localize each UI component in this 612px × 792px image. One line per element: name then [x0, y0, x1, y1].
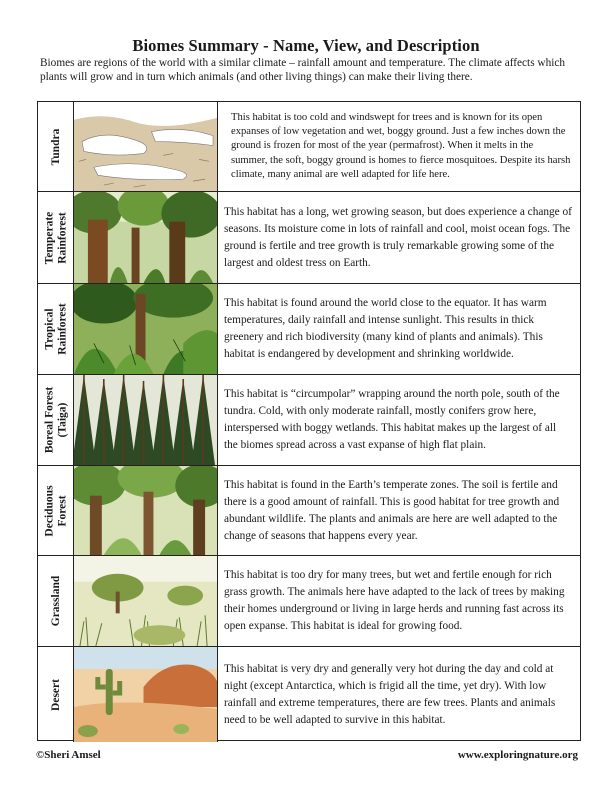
biome-name-cell — [38, 556, 74, 646]
intro-paragraph: Biomes are regions of the world with a similar climate – rainfall amount and temperature. The climate affects which plants will grow and in turn which animals (and other living things) can make their living there. — [40, 57, 566, 83]
tundra-illustration — [74, 102, 218, 191]
biome-row-deciduous-forest — [38, 466, 580, 556]
desert-illustration — [74, 647, 218, 742]
biome-row-tundra — [38, 102, 580, 192]
grassland-illustration — [74, 556, 218, 646]
biome-name-cell — [38, 647, 74, 742]
biome-description: This habitat is “circumpolar” wrapping around the north pole, south of the tundra. Cold, with only moderate rainfall, mostly conifers grow here, interspersed with boggy wetlands. This habitat makes up the largest of all the biomes spread across a vast expanse of high flat plain. — [224, 388, 560, 451]
biome-description: This habitat is found in the Earth’s temperate zones. The soil is fertile and there is a good amount of rainfall. This is good habitat for tree growth and abundant wildlife. The plants and animals are here are well adapted to the change of seasons that happens every year. — [224, 478, 560, 542]
biome-name: Deciduous Forest — [43, 484, 68, 537]
biome-name: Temperate Rainforest — [43, 211, 68, 264]
biome-name-cell — [38, 466, 74, 555]
website-link[interactable]: www.exploringnature.org — [457, 749, 578, 761]
biome-description: This habitat is too dry for many trees, but wet and fertile enough for rich grass growth. The animals here have adapted to the lack of trees by making their homes underground or living in large herds and running fast across its open expanse. This habitat is ideal for growing food. — [224, 569, 565, 632]
biome-name: Tundra — [49, 128, 62, 165]
biome-name-cell — [38, 284, 74, 374]
boreal-forest-illustration — [74, 375, 218, 465]
copyright-text: ©Sheri Amsel — [36, 749, 101, 761]
biome-name-cell — [38, 102, 74, 191]
biome-name: Tropical Rainforest — [43, 303, 68, 355]
tropical-rainforest-illustration — [74, 284, 218, 374]
biome-name: Grassland — [49, 575, 62, 627]
biome-name-cell — [38, 192, 74, 283]
biome-description: This habitat has a long, wet growing season, but does experience a change of seasons. Its moisture come in lots of rainfall and cool, moist ocean fogs. The ground is fertile and tree growth is truly remarkable growing some of the largest and oldest tress on Earth. — [224, 205, 572, 269]
temperate-rainforest-illustration — [74, 192, 218, 283]
biome-description: This habitat is too cold and windswept for trees and is known for its open expanses of low vegetation and wet, boggy ground. Just a few inches down the ground is frozen for most of the year (permafrost). When it melts in the summer, the soft, boggy ground is homes to fierce mosquitoes. Despite its harsh climate, many animal are well adapted for life here. — [231, 111, 571, 181]
biome-name: Desert — [49, 678, 62, 711]
biome-row-tropical-rainforest — [38, 284, 580, 375]
biome-row-desert — [38, 647, 580, 742]
biome-row-grassland — [38, 556, 580, 647]
biome-row-temperate-rainforest — [38, 192, 580, 284]
page-title: Biomes Summary - Name, View, and Description — [132, 36, 480, 55]
biome-name-cell — [38, 375, 74, 465]
biome-name: Boreal Forest (Taiga) — [43, 386, 68, 454]
biome-description: This habitat is very dry and generally very hot during the day and cold at night (except Antarctica, which is frigid all the time, yet dry). With low rainfall and extreme temperatures, there are few trees. Plants and animals need to be well adapted to survive in this habitat. — [224, 662, 556, 726]
biome-description: This habitat is found around the world close to the equator. It has warm temperatures, daily rainfall and intense sunlight. This results in thick greenery and rich biodiversity (many kind of plants and animals). This habitat is endangered by development and shrinking worldwide. — [224, 297, 547, 360]
biomes-table — [37, 101, 581, 741]
deciduous-forest-illustration — [74, 466, 218, 555]
biome-row-boreal-forest — [38, 375, 580, 466]
